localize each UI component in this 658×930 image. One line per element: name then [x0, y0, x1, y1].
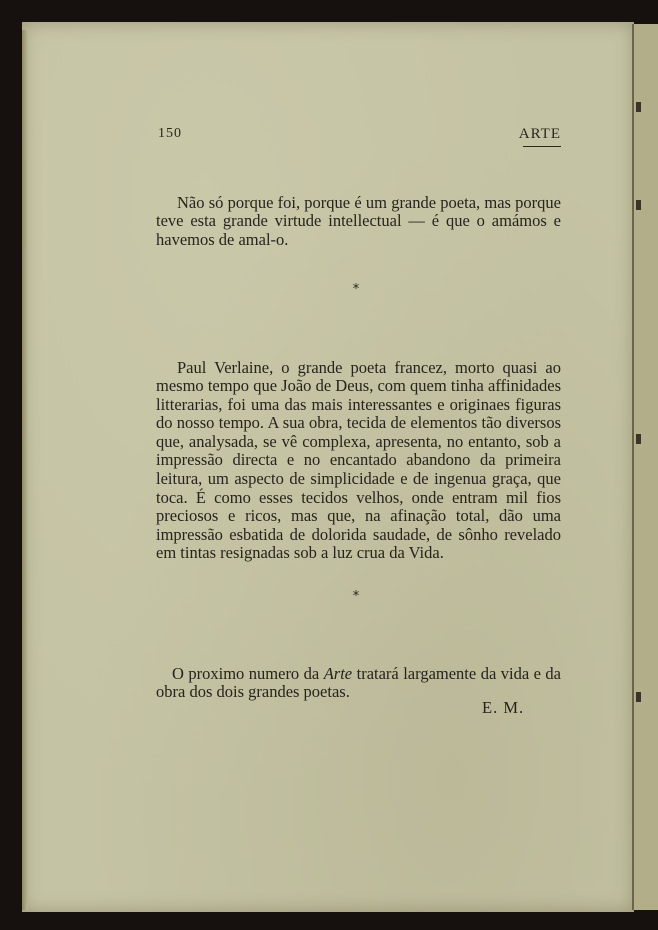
page-tab-mark	[636, 200, 641, 210]
page-tab-mark	[636, 434, 641, 444]
page-header	[22, 126, 634, 146]
author-signature: E. M.	[482, 698, 525, 717]
running-head: ARTE	[518, 126, 561, 142]
page-binding-edge	[22, 30, 28, 910]
page-tab-mark	[636, 102, 641, 112]
announcement-text-start: O proximo numero da	[172, 663, 324, 683]
paragraph-announcement	[156, 665, 561, 702]
paragraph-verlaine: Paul Verlaine, o grande poeta francez, morto quasi ao mesmo tempo que João de Deus, com quem tinha affinidades litterarias, foi uma das mais interessantes e originaes figuras do nosso tempo. A sua obra, tecida de elementos tão diversos que, analysada, se vê complexa, apresenta, no entanto, sob a impressão directa e no encantado abandono da primeira leitura, um aspecto de simplicidade e de ingenua graça, que toca. É como esses tecidos velhos, onde entram mil fios preciosos e ricos, mas que, na afinação total, dão uma impressão esbatida de dolorida saudade, de sônho revelado em tintas resignadas sob a luz crua da Vida.	[156, 357, 561, 563]
magazine-title: Arte	[323, 663, 353, 683]
announcement-text-end: tratará largamente da vida e da obra dos dois grandes poetas.	[156, 663, 561, 702]
page-number: 150	[158, 126, 182, 141]
section-separator-2: *	[352, 589, 360, 604]
page-tab-mark	[636, 692, 641, 702]
section-separator-1: *	[352, 282, 360, 297]
adjacent-page-edge	[632, 24, 658, 910]
paragraph-1: Não só porque foi, porque é um grande poeta, mas porque teve esta grande virtude intellectual — é que o amámos e havemos de amal-o.	[156, 192, 561, 249]
book-page	[22, 22, 634, 912]
running-head-rule	[523, 146, 561, 147]
